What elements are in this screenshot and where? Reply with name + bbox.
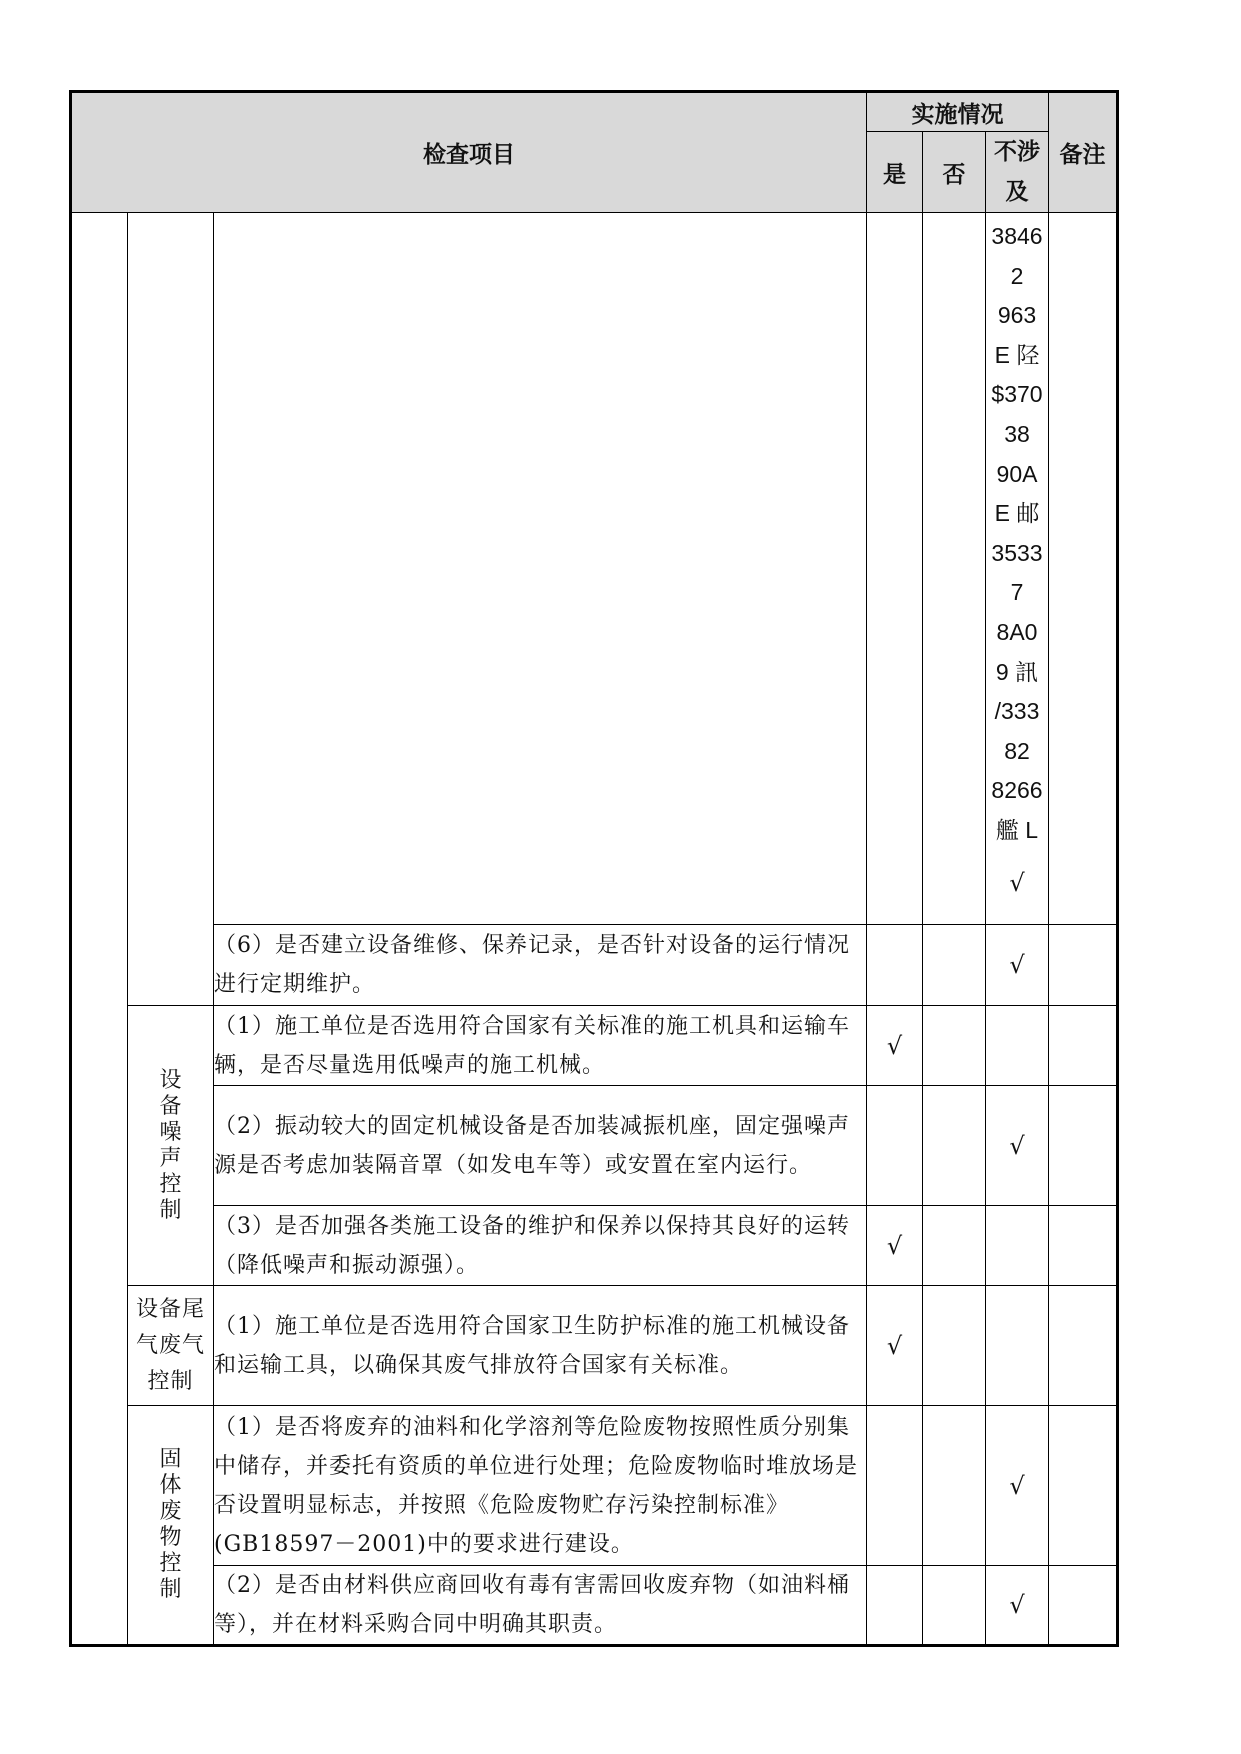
remarks-cell [1049,1206,1118,1286]
remarks-cell [1049,1406,1118,1566]
garbled-text-line: $370 [991,381,1043,408]
category-noise-control [128,1006,214,1286]
garbled-text-line: 9 訊 [995,658,1039,685]
category-solid-waste-control [128,1406,214,1646]
garbled-text-line: 7 [1010,579,1024,606]
garbled-text-line: 90A [996,460,1038,487]
header-no: 否 [923,132,986,213]
header-item: 检查项目 [71,92,867,213]
remarks-cell [1049,213,1118,925]
category-char: 控 [159,1551,182,1576]
item-text: （2）是否由材料供应商回收有毒有害需回收废弃物（如油料桶等），并在材料采购合同中明确其职责。 [214,1566,867,1646]
header-not-applicable-line1: 不涉 [994,139,1041,165]
yes-cell [867,1086,923,1206]
garbled-text-block [986,213,1048,851]
item-text: （1）施工单位是否选用符合国家卫生防护标准的施工机械设备和运输工具，以确保其废气排放符合国家有关标准。 [214,1286,867,1406]
item-text: （1）是否将废弃的油料和化学溶剂等危险废物按照性质分别集中储存，并委托有资质的单位进行处理；危险废物临时堆放场是否设置明显标志，并按照《危险废物贮存污染控制标准》(GB18597－2001)中的要求进行建设。 [214,1406,867,1566]
header-not-applicable-line2: 及 [1005,179,1029,205]
category-char: 物 [159,1525,182,1550]
garbled-text-line: 2 [1010,262,1024,289]
no-cell [923,1286,986,1406]
item-text: （3）是否加强各类施工设备的维护和保养以保持其良好的运转（降低噪声和振动源强）。 [214,1206,867,1286]
table-row [71,925,1118,1006]
garbled-text-line: 82 [1004,737,1030,764]
not-applicable-cell: √ [986,1406,1049,1566]
not-applicable-cell: √ [986,1566,1049,1646]
no-cell [923,925,986,1006]
table-row [71,1086,1118,1206]
table-row [71,1406,1118,1566]
category-char: 制 [159,1197,182,1223]
item-text: （1）施工单位是否选用符合国家有关标准的施工机具和运输车辆，是否尽量选用低噪声的施工机械。 [214,1006,867,1086]
remarks-cell [1049,1086,1118,1206]
no-cell [923,213,986,925]
category-char: 控 [159,1171,182,1197]
category-char: 废 [159,1499,182,1524]
garbled-text-line: E 陉 [994,341,1040,368]
blank-item-cell [214,213,867,925]
remarks-cell [1049,1566,1118,1646]
not-applicable-cell: √ [986,925,1049,1006]
garbled-text-line: 8266 [991,777,1043,804]
category-char: 设 [159,1067,182,1093]
no-cell [923,1206,986,1286]
garbled-text-line: 3846 [991,223,1043,249]
garbled-text-line: 8A0 [996,618,1038,645]
category-char: 制 [159,1577,182,1602]
item-text: （2）振动较大的固定机械设备是否加装减振机座，固定强噪声源是否考虑加装隔音罩（如发电车等）或安置在室内运行。 [214,1086,867,1206]
garbled-text-line: 艦 L [995,816,1039,843]
yes-cell: √ [867,1206,923,1286]
category-continued-blank [128,213,214,1006]
section-column-blank [71,213,128,1646]
yes-cell: √ [867,1286,923,1406]
inspection-table [69,90,1119,1647]
garbled-text-line: /333 [994,698,1040,725]
garbled-text-line: E 邮 [994,500,1040,527]
garbled-text-line: 3533 [991,539,1043,566]
category-exhaust-control: 设备尾气废气控制 [128,1286,214,1406]
remarks-cell [1049,925,1118,1006]
header-yes: 是 [867,132,923,213]
table-row [71,1566,1118,1646]
garbled-text-line: 38 [1004,420,1030,447]
category-char: 备 [159,1093,182,1119]
not-applicable-cell [986,1006,1049,1086]
item-text: （6）是否建立设备维修、保养记录，是否针对设备的运行情况进行定期维护。 [214,925,867,1006]
not-applicable-cell [986,1286,1049,1406]
category-char: 固 [159,1447,182,1472]
no-cell [923,1086,986,1206]
header-remarks: 备注 [1049,92,1118,213]
remarks-cell [1049,1286,1118,1406]
check-mark: √ [1009,868,1025,897]
category-char: 噪 [159,1119,182,1145]
not-applicable-cell [986,1206,1049,1286]
yes-cell [867,1406,923,1566]
no-cell [923,1566,986,1646]
table-row [71,1006,1118,1086]
category-char: 体 [159,1473,182,1498]
remarks-cell [1049,1006,1118,1086]
yes-cell [867,213,923,925]
header-implementation: 实施情况 [867,92,1049,132]
yes-cell [867,925,923,1006]
table-row [71,1206,1118,1286]
category-char: 声 [159,1145,182,1171]
not-applicable-cell [986,213,1049,925]
no-cell [923,1406,986,1566]
table-row [71,1286,1118,1406]
yes-cell [867,1566,923,1646]
yes-cell: √ [867,1006,923,1086]
not-applicable-cell: √ [986,1086,1049,1206]
garbled-text-line: 963 [997,302,1037,329]
no-cell [923,1006,986,1086]
table-row [71,213,1118,925]
header-not-applicable [986,132,1049,213]
